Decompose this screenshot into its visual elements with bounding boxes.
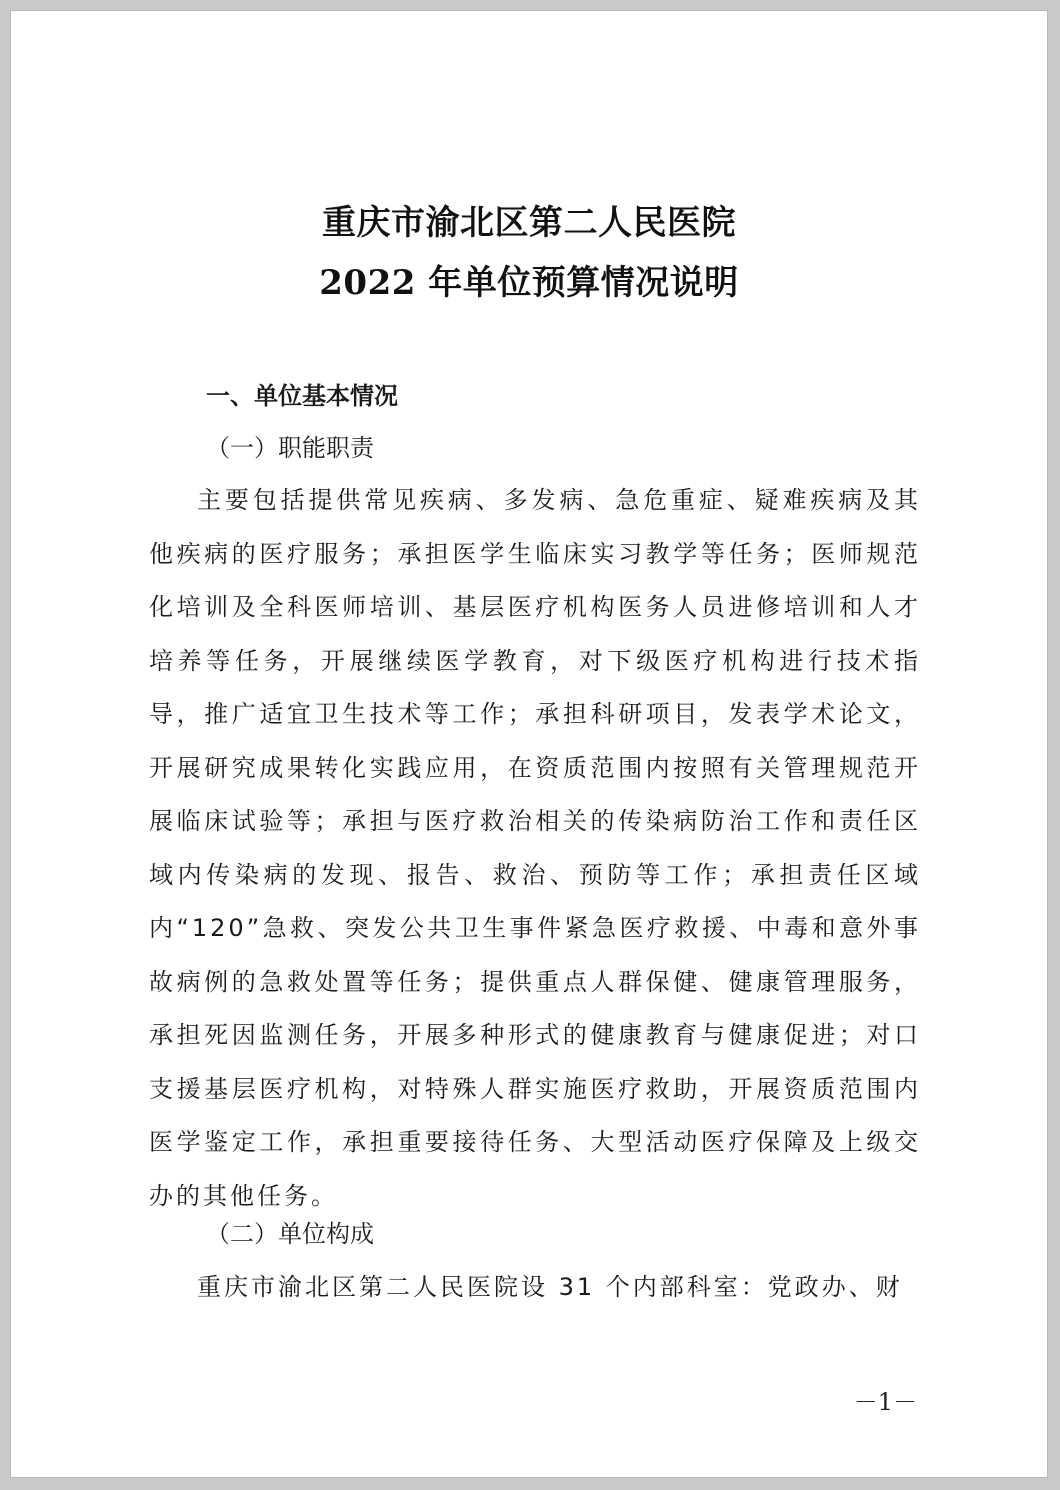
- duties-paragraph: 主要包括提供常见疾病、多发病、急危重症、疑难疾病及其他疾病的医疗服务；承担医学生临床实习教学等任务；医师规范化培训及全科医师培训、基层医疗机构医务人员进修培训和人才培养等任务，开展继续医学教育，对下级医疗机构进行技术指导，推广适宜卫生技术等工作；承担科研项目，发表学术论文，开展研究成果转化实践应用，在资质范围内按照有关管理规范开展临床试验等；承担与医疗救治相关的传染病防治工作和责任区域内传染病的发现、报告、救治、预防等工作；承担责任区域内“120”急救、突发公共卫生事件紧急医疗救援、中毒和意外事故病例的急救处置等任务；提供重点人群保健、健康管理服务，承担死因监测任务，开展多种形式的健康教育与健康促进；对口支援基层医疗机构，对特殊人群实施医疗救助，开展资质范围内医学鉴定工作，承担重要接待任务、大型活动医疗保障及上级交办的其他任务。: [149, 486, 921, 1210]
- subsection2-heading: （二）单位构成: [206, 1220, 374, 1248]
- document-page: [10, 10, 1048, 1478]
- document-title-line2: 2022 年单位预算情况说明: [319, 263, 739, 303]
- subsection1-heading: （一）职能职责: [206, 434, 374, 462]
- document-title-line1: 重庆市渝北区第二人民医院: [322, 203, 736, 243]
- composition-paragraph: 重庆市渝北区第二人民医院设 31 个内部科室：党政办、财: [197, 1273, 903, 1301]
- section1-heading: 一、单位基本情况: [206, 382, 398, 410]
- page-number: －1－: [853, 1388, 917, 1416]
